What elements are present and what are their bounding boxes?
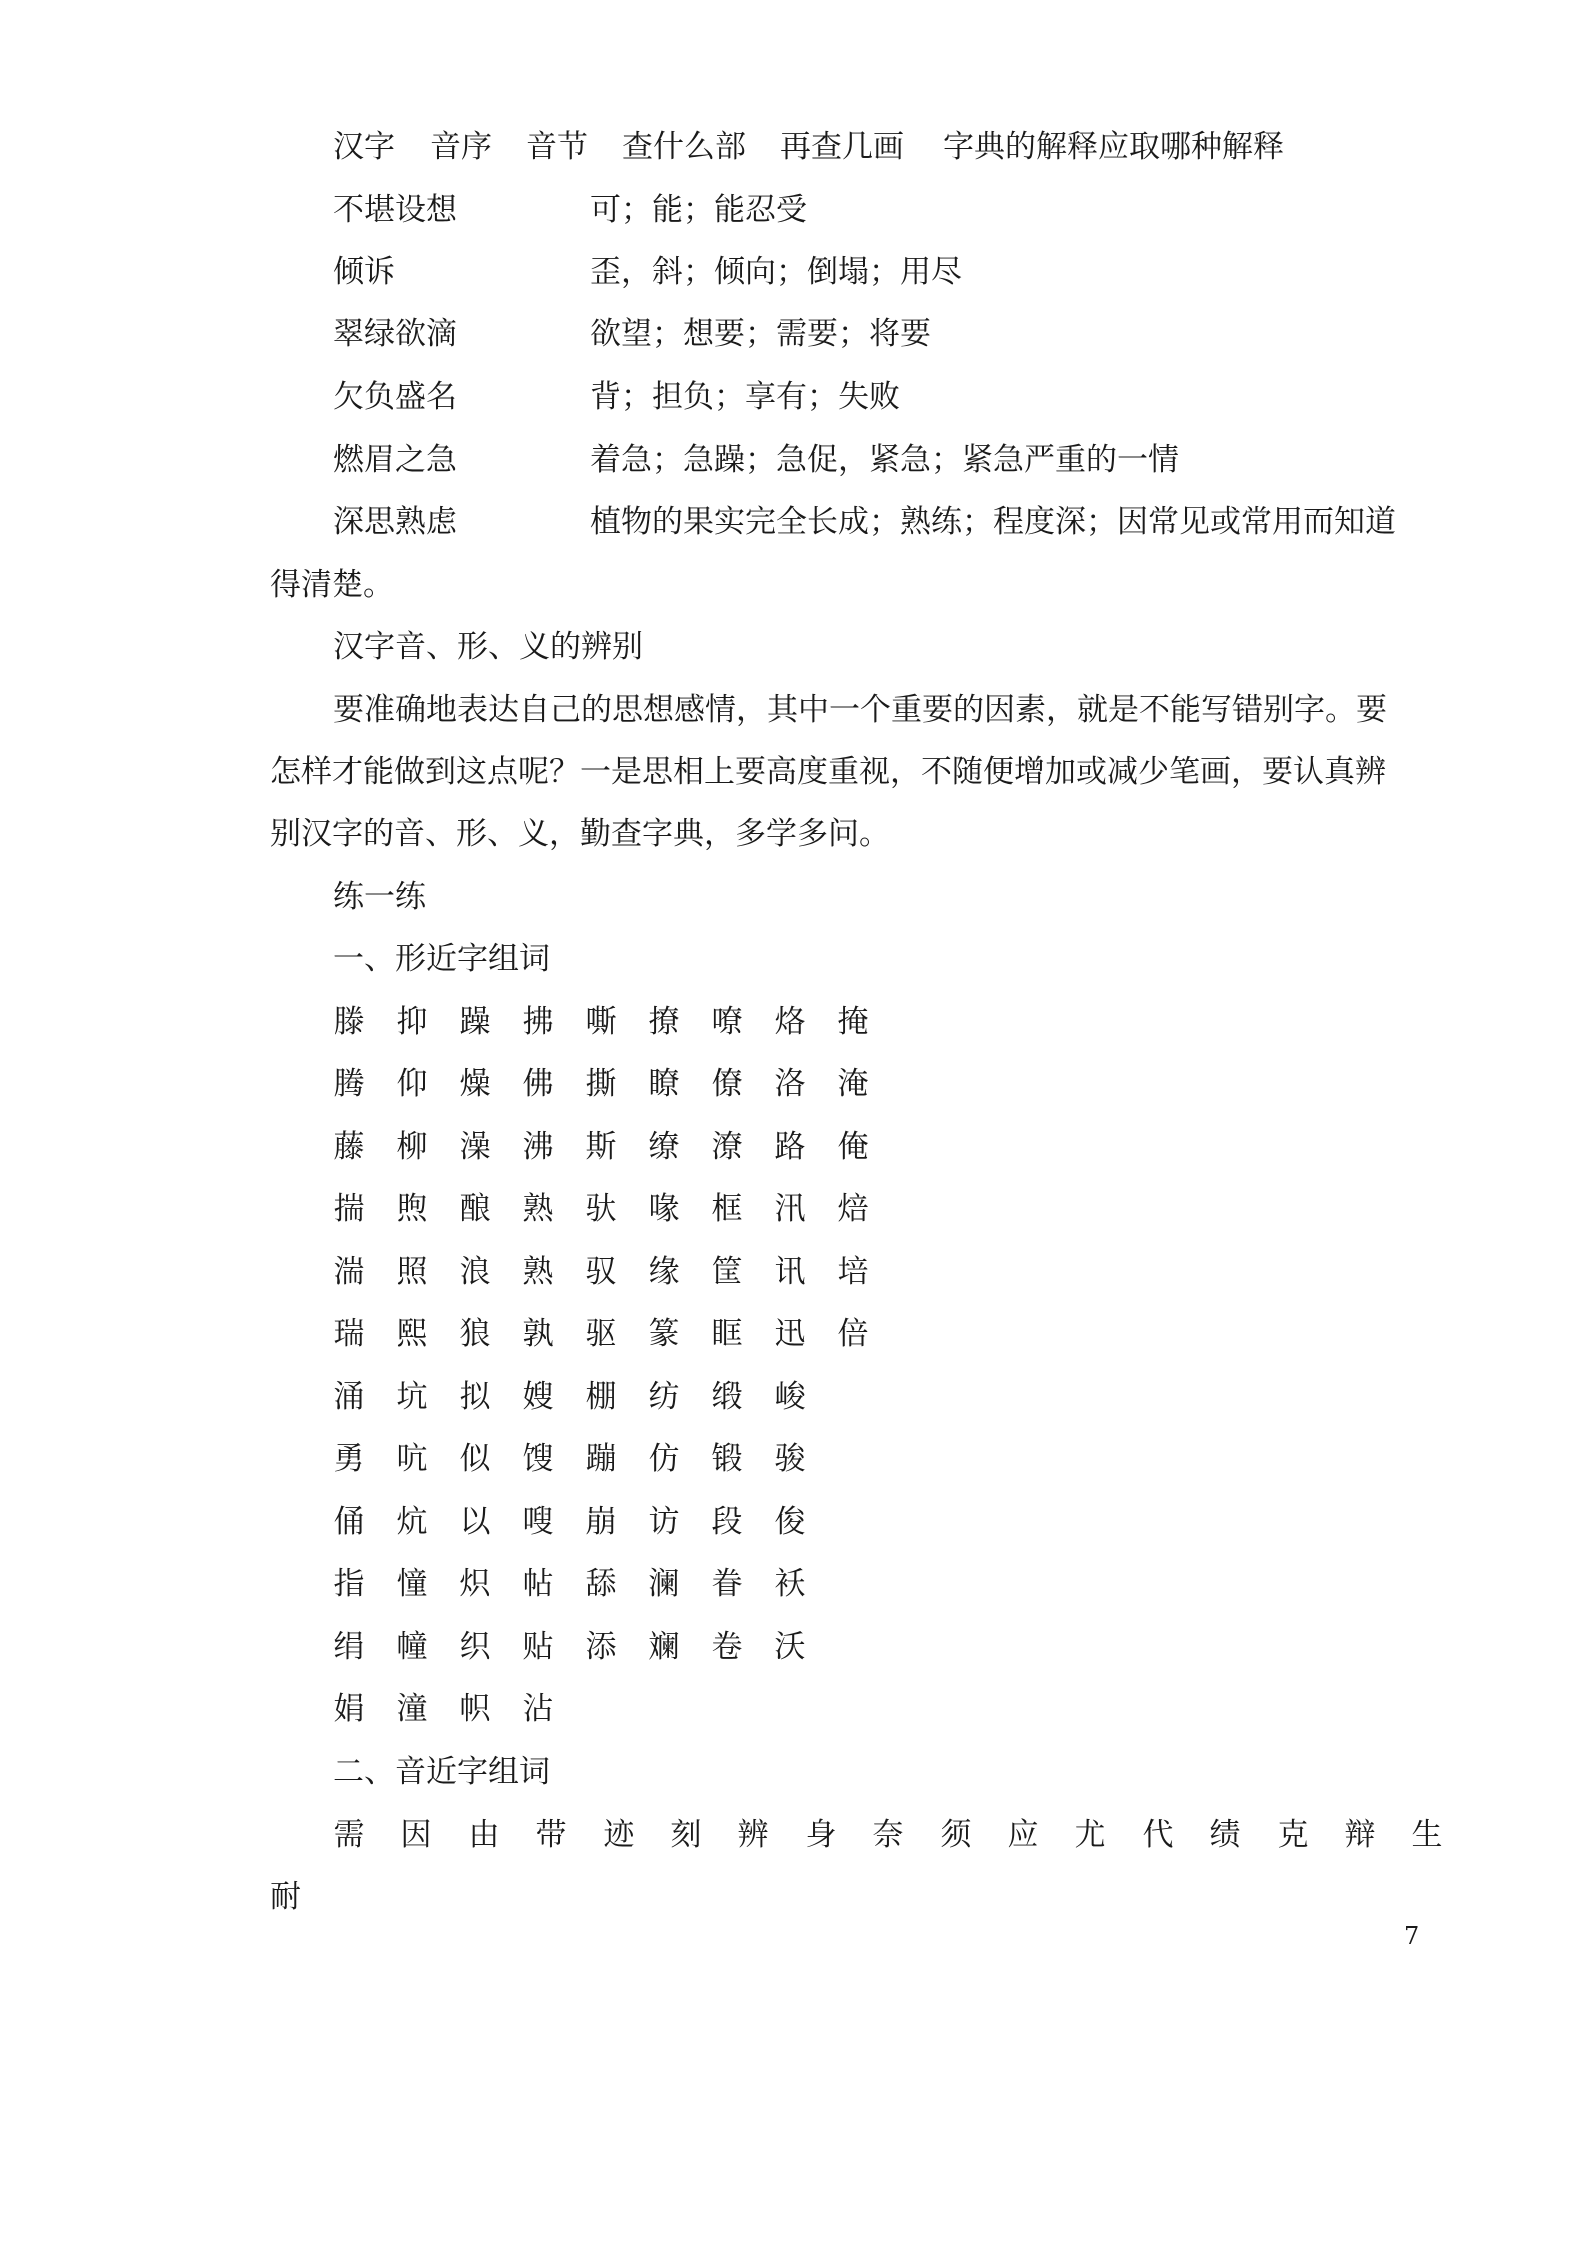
header-cell: 音序 [430, 129, 492, 165]
char-cell: 娟 [333, 1691, 365, 1727]
char-cell: 锻 [711, 1441, 743, 1477]
char-cell: 俺 [837, 1129, 869, 1165]
char-cell: 拂 [522, 1004, 554, 1040]
char-cell: 馊 [522, 1441, 554, 1477]
sound-char-cell: 须 [940, 1817, 972, 1853]
char-cell: 瑞 [333, 1316, 365, 1352]
char-cell: 熟 [522, 1191, 554, 1227]
section-title: 汉字音、形、义的辨别 [333, 629, 643, 665]
term-row [0, 440, 1587, 480]
char-cell: 憧 [396, 1566, 428, 1602]
char-cell: 棚 [585, 1379, 617, 1415]
char-cell: 湍 [333, 1254, 365, 1290]
sound-char-cell: 代 [1142, 1817, 1174, 1853]
term-word: 不堪设想 [333, 192, 457, 228]
similar-sound-row [0, 1815, 1587, 1855]
char-grid-row [0, 1502, 1587, 1542]
sound-char-cell: 辩 [1344, 1817, 1376, 1853]
char-cell: 段 [711, 1504, 743, 1540]
char-cell: 斓 [648, 1629, 680, 1665]
char-cell: 幢 [396, 1629, 428, 1665]
term-word: 燃眉之急 [333, 442, 457, 478]
char-cell: 驮 [585, 1191, 617, 1227]
char-cell: 沃 [774, 1629, 806, 1665]
term-row [0, 314, 1587, 354]
sound-char-cell: 迹 [603, 1817, 635, 1853]
sound-char-cell: 辨 [737, 1817, 769, 1853]
char-grid-row [0, 1314, 1587, 1354]
char-cell: 勇 [333, 1441, 365, 1477]
char-cell: 涌 [333, 1379, 365, 1415]
char-cell: 帖 [522, 1566, 554, 1602]
sound-char-cell: 带 [535, 1817, 567, 1853]
char-cell: 仰 [396, 1066, 428, 1102]
paragraph-line: 怎样才能做到这点呢？一是思相上要高度重视，不随便增加或减少笔画，要认真辨 [270, 754, 1386, 790]
char-cell: 缘 [648, 1254, 680, 1290]
char-cell: 沸 [522, 1129, 554, 1165]
char-grid-row [0, 1252, 1587, 1292]
paragraph-line: 别汉字的音、形、义，勤查字典，多学多问。 [270, 816, 890, 852]
sound-char-cell: 生 [1411, 1817, 1443, 1853]
practice-title: 练一练 [333, 879, 426, 915]
char-cell: 峻 [774, 1379, 806, 1415]
char-cell: 崩 [585, 1504, 617, 1540]
term-word: 翠绿欲滴 [333, 316, 457, 352]
char-cell: 沾 [522, 1691, 554, 1727]
char-cell: 舔 [585, 1566, 617, 1602]
term-row [0, 377, 1587, 417]
char-cell: 骏 [774, 1441, 806, 1477]
char-cell: 瞭 [648, 1066, 680, 1102]
char-cell: 洛 [774, 1066, 806, 1102]
char-cell: 撩 [648, 1004, 680, 1040]
term-meaning: 欲望；想要；需要；将要 [590, 316, 931, 352]
char-cell: 烙 [774, 1004, 806, 1040]
char-cell: 帜 [459, 1691, 491, 1727]
sound-char-cell: 奈 [872, 1817, 904, 1853]
char-cell: 狼 [459, 1316, 491, 1352]
char-cell: 吭 [396, 1441, 428, 1477]
term-row [0, 190, 1587, 230]
header-cell: 再查几画 [780, 129, 904, 165]
sound-char-cell: 尤 [1074, 1817, 1106, 1853]
char-cell: 炽 [459, 1566, 491, 1602]
char-cell: 框 [711, 1191, 743, 1227]
char-grid-row [0, 1439, 1587, 1479]
char-cell: 坑 [396, 1379, 428, 1415]
term-meaning: 背；担负；享有；失败 [590, 379, 900, 415]
paragraph-line: 要准确地表达自己的思想感情，其中一个重要的因素，就是不能写错别字。要 [333, 692, 1387, 728]
char-cell: 驭 [585, 1254, 617, 1290]
char-cell: 淹 [837, 1066, 869, 1102]
header-cell: 汉字 [333, 129, 395, 165]
lookup-header-row [0, 127, 1587, 167]
char-cell: 斯 [585, 1129, 617, 1165]
char-grid-row [0, 1627, 1587, 1667]
char-cell: 佛 [522, 1066, 554, 1102]
char-cell: 倍 [837, 1316, 869, 1352]
char-grid-row [0, 1064, 1587, 1104]
char-cell: 炕 [396, 1504, 428, 1540]
char-cell: 揣 [333, 1191, 365, 1227]
char-cell: 滕 [333, 1004, 365, 1040]
char-cell: 仿 [648, 1441, 680, 1477]
sound-char-cell: 由 [468, 1817, 500, 1853]
char-cell: 贴 [522, 1629, 554, 1665]
char-cell: 驱 [585, 1316, 617, 1352]
char-cell: 潼 [396, 1691, 428, 1727]
char-cell: 缭 [648, 1129, 680, 1165]
char-cell: 燥 [459, 1066, 491, 1102]
char-cell: 掩 [837, 1004, 869, 1040]
char-cell: 俊 [774, 1504, 806, 1540]
char-cell: 酿 [459, 1191, 491, 1227]
term-meaning: 植物的果实完全长成；熟练；程度深；因常见或常用而知道 [590, 504, 1396, 540]
char-grid-row [0, 1002, 1587, 1042]
char-cell: 躁 [459, 1004, 491, 1040]
char-cell: 熙 [396, 1316, 428, 1352]
sound-char-cell: 因 [400, 1817, 432, 1853]
header-cell: 查什么部 [622, 129, 746, 165]
char-cell: 迅 [774, 1316, 806, 1352]
char-cell: 嘶 [585, 1004, 617, 1040]
char-cell: 僚 [711, 1066, 743, 1102]
char-cell: 撕 [585, 1066, 617, 1102]
char-cell: 袄 [774, 1566, 806, 1602]
char-grid-row [0, 1377, 1587, 1417]
char-cell: 眶 [711, 1316, 743, 1352]
char-cell: 织 [459, 1629, 491, 1665]
char-cell: 柳 [396, 1129, 428, 1165]
char-cell: 似 [459, 1441, 491, 1477]
char-cell: 藤 [333, 1129, 365, 1165]
char-cell: 纺 [648, 1379, 680, 1415]
char-cell: 卷 [711, 1629, 743, 1665]
term-row [0, 252, 1587, 292]
term-row [0, 502, 1587, 542]
part2-title: 二、音近字组词 [333, 1754, 550, 1790]
page-number: 7 [1404, 1922, 1420, 1950]
char-cell: 绢 [333, 1629, 365, 1665]
char-cell: 焙 [837, 1191, 869, 1227]
sound-char-cell: 需 [333, 1817, 365, 1853]
char-cell: 嗖 [522, 1504, 554, 1540]
char-cell: 煦 [396, 1191, 428, 1227]
term-word: 欠负盛名 [333, 379, 457, 415]
char-cell: 汛 [774, 1191, 806, 1227]
sound-char-cell: 刻 [670, 1817, 702, 1853]
sound-char-cell: 应 [1007, 1817, 1039, 1853]
char-grid-row [0, 1127, 1587, 1167]
char-cell: 培 [837, 1254, 869, 1290]
char-grid-row [0, 1189, 1587, 1229]
part2-continuation: 耐 [270, 1879, 301, 1915]
char-cell: 照 [396, 1254, 428, 1290]
term-meaning: 着急；急躁；急促，紧急；紧急严重的一情 [590, 442, 1179, 478]
char-cell: 访 [648, 1504, 680, 1540]
header-cell: 音节 [526, 129, 588, 165]
char-grid-row [0, 1689, 1587, 1729]
char-cell: 以 [459, 1504, 491, 1540]
char-cell: 孰 [522, 1316, 554, 1352]
term-meaning: 歪，斜；倾向；倒塌；用尽 [590, 254, 962, 290]
term-word: 深思熟虑 [333, 504, 457, 540]
char-cell: 腾 [333, 1066, 365, 1102]
part1-title: 一、形近字组词 [333, 941, 550, 977]
char-cell: 缎 [711, 1379, 743, 1415]
char-cell: 添 [585, 1629, 617, 1665]
sound-char-cell: 绩 [1209, 1817, 1241, 1853]
char-cell: 熟 [522, 1254, 554, 1290]
char-cell: 澜 [648, 1566, 680, 1602]
char-cell: 筐 [711, 1254, 743, 1290]
char-cell: 抑 [396, 1004, 428, 1040]
char-cell: 讯 [774, 1254, 806, 1290]
char-cell: 浪 [459, 1254, 491, 1290]
sound-char-cell: 身 [805, 1817, 837, 1853]
sound-char-cell: 克 [1277, 1817, 1309, 1853]
char-cell: 拟 [459, 1379, 491, 1415]
char-cell: 喙 [648, 1191, 680, 1227]
char-cell: 嫂 [522, 1379, 554, 1415]
char-cell: 蹦 [585, 1441, 617, 1477]
char-cell: 潦 [711, 1129, 743, 1165]
char-cell: 指 [333, 1566, 365, 1602]
char-grid-row [0, 1564, 1587, 1604]
char-cell: 俑 [333, 1504, 365, 1540]
char-cell: 路 [774, 1129, 806, 1165]
term-meaning: 可；能；能忍受 [590, 192, 807, 228]
header-cell: 字典的解释应取哪种解释 [943, 129, 1284, 165]
char-cell: 眷 [711, 1566, 743, 1602]
char-cell: 篆 [648, 1316, 680, 1352]
term-word: 倾诉 [333, 254, 395, 290]
char-cell: 嘹 [711, 1004, 743, 1040]
term-continuation: 得清楚。 [270, 567, 394, 603]
char-cell: 澡 [459, 1129, 491, 1165]
